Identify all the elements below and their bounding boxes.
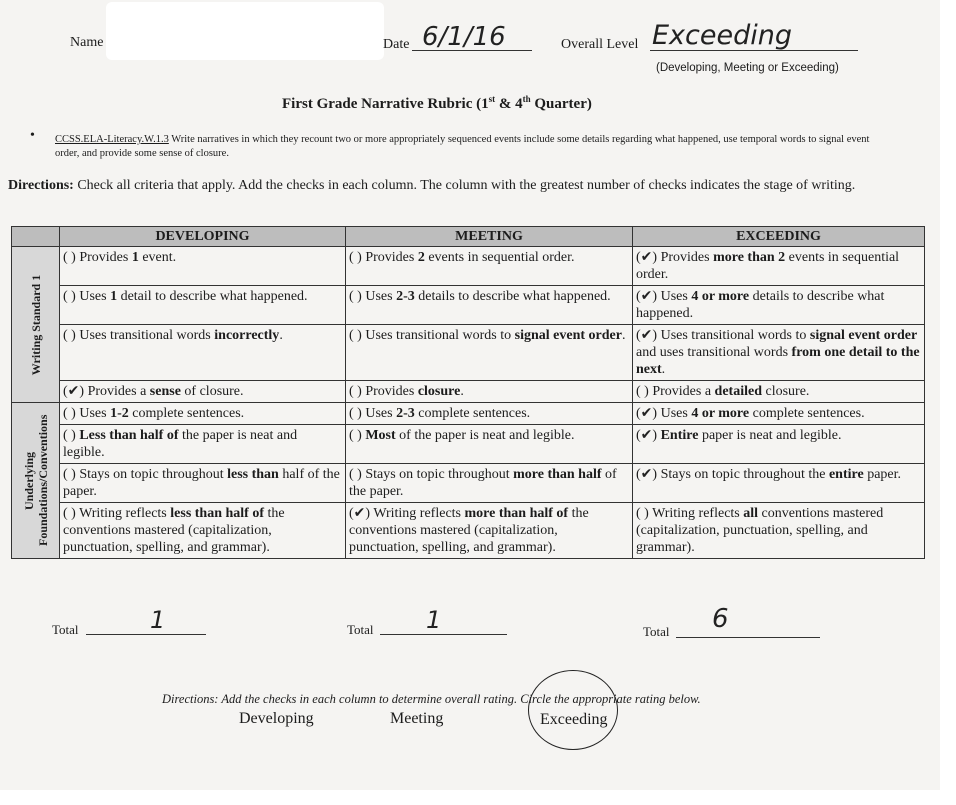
criterion-emphasis: less than: [227, 467, 279, 482]
checkbox-bracket: (: [636, 428, 641, 443]
empty-checkbox[interactable]: [63, 288, 76, 305]
criterion-emphasis: more than half of: [464, 506, 569, 521]
criterion-cell-exceeding: [633, 425, 925, 464]
criterion-text: Writing reflects: [75, 506, 171, 521]
criterion-cell-developing: [60, 247, 346, 286]
criterion-text-end: events in sequential order.: [424, 250, 575, 265]
standard-text: [55, 133, 895, 161]
check-mark-icon: ✔: [353, 505, 366, 521]
criterion-text-end: half of the paper.: [63, 467, 340, 499]
criterion-emphasis: detailed: [714, 384, 762, 399]
criterion-cell-exceeding: [633, 286, 925, 325]
checked-checkbox[interactable]: [636, 288, 657, 305]
criterion-text: Provides a: [648, 384, 715, 399]
checkbox-bracket: ( ): [63, 406, 76, 421]
criterion-cell-developing: [60, 403, 346, 425]
header-developing: DEVELOPING: [60, 227, 346, 247]
empty-checkbox[interactable]: [349, 383, 362, 400]
criterion-text-end: .: [621, 328, 626, 343]
criterion-text: Uses transitional words to: [361, 328, 515, 343]
criterion-emphasis: 1-2: [110, 406, 129, 421]
criterion-text: Writing reflects: [370, 506, 465, 521]
empty-checkbox[interactable]: [63, 505, 76, 522]
criterion-text-end: paper.: [863, 467, 902, 482]
criterion-emphasis: signal event order: [809, 328, 918, 343]
rubric-row: [12, 425, 925, 464]
page-title: [282, 94, 592, 113]
criterion-cell-developing: [60, 464, 346, 503]
criterion-emphasis: less than half of: [170, 506, 264, 521]
criterion-cell-meeting: [346, 464, 633, 503]
criterion-emphasis: 1: [110, 289, 118, 304]
criterion-text-end: details to describe what happened.: [414, 289, 611, 304]
criterion-text-end: paper is neat and legible.: [698, 428, 842, 443]
side-label-writing-standard: [12, 247, 60, 403]
side-label-foundations-text: Underlying Foundations/Conventions: [21, 414, 50, 546]
checkbox-bracket: ( ): [63, 506, 76, 521]
date-label: Date: [383, 37, 410, 52]
rating-selection-circle: [528, 670, 618, 750]
criterion-emphasis: 4 or more: [691, 289, 750, 304]
criterion-emphasis: 4 or more: [691, 406, 750, 421]
criterion-text: Stays on topic throughout: [361, 467, 514, 482]
criterion-text-end: complete sentences.: [414, 406, 531, 421]
date-value[interactable]: 6/1/16: [422, 22, 506, 52]
criterion-text: Provides: [361, 250, 418, 265]
checkbox-bracket: ( ): [349, 428, 362, 443]
checkbox-bracket: ( ): [63, 467, 76, 482]
header-meeting: MEETING: [346, 227, 633, 247]
rubric-table: [11, 226, 925, 559]
criterion-text: Provides: [361, 384, 418, 399]
directions-label: Directions:: [8, 178, 74, 193]
empty-checkbox[interactable]: [63, 427, 76, 444]
side-label-foundations: [12, 403, 60, 559]
checkbox-bracket-close: ): [652, 289, 658, 304]
empty-checkbox[interactable]: [349, 327, 362, 344]
empty-checkbox[interactable]: [349, 466, 362, 483]
empty-checkbox[interactable]: [349, 288, 362, 305]
criterion-text: Uses transitional words to: [657, 328, 810, 343]
criterion-text-end: complete sentences.: [749, 406, 865, 421]
check-mark-icon: ✔: [640, 249, 653, 265]
checkbox-bracket: (: [636, 406, 641, 421]
rubric-row: [12, 286, 925, 325]
criterion-text: Provides a: [84, 384, 150, 399]
criterion-text: Uses: [361, 289, 397, 304]
checkbox-bracket: (: [636, 250, 641, 265]
criterion-cell-meeting: [346, 286, 633, 325]
total-label-meeting: Total: [347, 622, 374, 637]
criterion-text: Uses: [361, 406, 397, 421]
total-line-exceeding: [676, 637, 820, 638]
title-end: Quarter): [530, 96, 592, 112]
criterion-text-end: details to describe what happened.: [636, 289, 885, 321]
check-mark-icon: ✔: [640, 405, 653, 421]
criterion-emphasis: 2: [417, 250, 425, 265]
checkbox-bracket: (: [349, 506, 354, 521]
criterion-cell-developing: [60, 425, 346, 464]
criterion-emphasis: 2-3: [396, 406, 415, 421]
checkbox-bracket: ( ): [636, 384, 649, 399]
criterion-cell-developing: [60, 325, 346, 381]
title-mid: & 4: [495, 96, 523, 112]
criterion-cell-meeting: [346, 403, 633, 425]
total-line-meeting: [380, 634, 507, 635]
empty-checkbox[interactable]: [63, 327, 76, 344]
empty-checkbox[interactable]: [349, 405, 362, 422]
rubric-row: [12, 381, 925, 403]
empty-checkbox[interactable]: [63, 405, 76, 422]
checkbox-bracket: ( ): [63, 250, 76, 265]
criterion-cell-exceeding: [633, 381, 925, 403]
criterion-text-end: event.: [138, 250, 177, 265]
checkbox-bracket: ( ): [63, 289, 76, 304]
checked-checkbox[interactable]: [636, 249, 657, 266]
rubric-header-row: [12, 227, 925, 247]
rating-developing[interactable]: Developing: [239, 710, 314, 727]
overall-level-value[interactable]: Exceeding: [652, 20, 792, 51]
empty-checkbox[interactable]: [63, 466, 76, 483]
checkbox-bracket-close: ): [79, 384, 85, 399]
criterion-text: Uses: [657, 406, 692, 421]
overall-level-hint: (Developing, Meeting or Exceeding): [656, 62, 839, 74]
title-main: First Grade Narrative Rubric (1: [282, 96, 489, 112]
criterion-emphasis: Most: [365, 428, 396, 443]
criterion-emphasis: more than half: [513, 467, 602, 482]
criterion-text: Uses: [75, 406, 111, 421]
criterion-cell-exceeding: [633, 325, 925, 381]
checked-checkbox[interactable]: [349, 505, 370, 522]
criterion-text-end: of closure.: [180, 384, 244, 399]
checkbox-bracket-close: ): [652, 250, 658, 265]
criterion-cell-developing: [60, 503, 346, 559]
criterion-cell-developing: [60, 381, 346, 403]
check-mark-icon: ✔: [67, 383, 80, 399]
title-sup1: st: [488, 94, 496, 104]
checkbox-bracket: ( ): [636, 506, 649, 521]
total-value-meeting[interactable]: 1: [426, 606, 442, 634]
footer-directions: Directions: Add the checks in each column to determine overall rating. Circle the appropriate rating below.: [162, 692, 701, 706]
header-exceeding: EXCEEDING: [633, 227, 925, 247]
criterion-text: Provides: [75, 250, 132, 265]
criterion-cell-meeting: [346, 381, 633, 403]
criterion-text-end: .: [460, 384, 464, 399]
checkbox-bracket: (: [636, 289, 641, 304]
checkbox-bracket-close: ): [652, 428, 658, 443]
check-mark-icon: ✔: [640, 288, 653, 304]
total-value-exceeding[interactable]: 6: [712, 604, 729, 634]
checkbox-bracket: ( ): [349, 406, 362, 421]
rating-exceeding[interactable]: Exceeding: [540, 711, 608, 728]
criterion-emphasis: sense: [149, 384, 181, 399]
checkbox-bracket: ( ): [349, 250, 362, 265]
criterion-cell-exceeding: [633, 247, 925, 286]
criterion-cell-meeting: [346, 425, 633, 464]
criterion-cell-meeting: [346, 247, 633, 286]
title-sup2: th: [522, 94, 531, 104]
criterion-emphasis: signal event order: [514, 328, 622, 343]
directions: [8, 176, 908, 195]
check-mark-icon: ✔: [640, 466, 653, 482]
rubric-row: [12, 325, 925, 381]
criterion-text-end: of the paper is neat and legible.: [395, 428, 575, 443]
criterion-text-end: detail to describe what happened.: [117, 289, 308, 304]
criterion-text-end: closure.: [762, 384, 810, 399]
checkbox-bracket: ( ): [349, 467, 362, 482]
criterion-cell-meeting: [346, 503, 633, 559]
rating-meeting[interactable]: Meeting: [390, 710, 444, 727]
checkbox-bracket: ( ): [349, 384, 362, 399]
date-underline: [412, 50, 532, 51]
total-line-developing: [86, 634, 206, 635]
directions-text: Check all criteria that apply. Add the checks in each column. The column with the greatest number of checks indicates the stage of writing.: [73, 178, 856, 193]
side-label-writing-standard-text: Writing Standard 1: [28, 274, 43, 375]
standard-description: Write narratives in which they recount two or more appropriately sequenced events include some details regarding what happened, use temporal words to signal event order, and provide some sense of closure.: [55, 134, 870, 159]
checkbox-bracket: (: [636, 467, 641, 482]
checked-checkbox[interactable]: [63, 383, 84, 400]
header-blank: [12, 227, 60, 247]
checkbox-bracket-close: ): [652, 467, 658, 482]
bullet-dot: •: [30, 128, 35, 143]
criterion-text-end: .: [279, 328, 283, 343]
rubric-row: [12, 503, 925, 559]
checkbox-bracket-close: ): [652, 406, 658, 421]
rubric-row: [12, 247, 925, 286]
criterion-emphasis-2: from one detail to the next: [636, 345, 920, 377]
checked-checkbox[interactable]: [636, 427, 657, 444]
criterion-text: Stays on topic throughout the: [657, 467, 829, 482]
empty-checkbox[interactable]: [349, 427, 362, 444]
criterion-text: Stays on topic throughout: [75, 467, 228, 482]
checked-checkbox[interactable]: [636, 405, 657, 422]
criterion-emphasis: incorrectly: [214, 328, 280, 343]
criterion-text-end: the paper is neat and legible.: [63, 428, 298, 460]
criterion-cell-exceeding: [633, 403, 925, 425]
criterion-text-end-2: .: [661, 362, 666, 377]
empty-checkbox[interactable]: [636, 505, 649, 522]
criterion-text-end: events in sequential order.: [636, 250, 900, 282]
criterion-text-end: of the paper.: [349, 467, 617, 499]
name-redaction: [106, 2, 384, 60]
empty-checkbox[interactable]: [63, 249, 76, 266]
rubric-row: [12, 464, 925, 503]
criterion-text: Provides: [657, 250, 714, 265]
criterion-text-end: the conventions mastered (capitalization, punctuation, spelling, and grammar).: [63, 506, 285, 555]
total-value-developing[interactable]: 1: [150, 606, 166, 634]
criterion-emphasis: 1: [131, 250, 139, 265]
criterion-emphasis: more than 2: [713, 250, 786, 265]
checkbox-bracket: (: [636, 328, 641, 343]
total-label-developing: Total: [52, 622, 79, 637]
standard-code: CCSS.ELA-Literacy.W.1.3: [55, 134, 169, 145]
checkbox-bracket: ( ): [349, 328, 362, 343]
empty-checkbox[interactable]: [349, 249, 362, 266]
overall-level-label: Overall Level: [561, 37, 639, 52]
check-mark-icon: ✔: [640, 327, 653, 343]
check-mark-icon: ✔: [640, 427, 653, 443]
criterion-cell-exceeding: [633, 503, 925, 559]
criterion-text-end: complete sentences.: [128, 406, 245, 421]
checkbox-bracket: ( ): [63, 428, 76, 443]
criterion-text-end: and uses transitional words: [636, 345, 792, 360]
criterion-emphasis: Less than half of: [79, 428, 179, 443]
checkbox-bracket-close: ): [652, 328, 658, 343]
criterion-cell-meeting: [346, 325, 633, 381]
criterion-emphasis: Entire: [660, 428, 699, 443]
criterion-emphasis: all: [743, 506, 759, 521]
criterion-text: Writing reflects: [648, 506, 744, 521]
criterion-text: Uses: [657, 289, 692, 304]
criterion-text-end: conventions mastered (capitalization, punctuation, spelling, and grammar).: [636, 506, 884, 555]
criterion-text: Uses: [75, 289, 111, 304]
checkbox-bracket: (: [63, 384, 68, 399]
checked-checkbox[interactable]: [636, 327, 657, 344]
criterion-emphasis: entire: [828, 467, 864, 482]
checkbox-bracket: ( ): [349, 289, 362, 304]
checkbox-bracket-close: ): [365, 506, 371, 521]
name-label: Name: [70, 35, 104, 50]
criterion-text: Uses transitional words: [75, 328, 215, 343]
checked-checkbox[interactable]: [636, 466, 657, 483]
criterion-cell-developing: [60, 286, 346, 325]
criterion-emphasis: 2-3: [396, 289, 415, 304]
rubric-row: [12, 403, 925, 425]
criterion-text-end: the conventions mastered (capitalization, punctuation, spelling, and grammar).: [349, 506, 589, 555]
checkbox-bracket: ( ): [63, 328, 76, 343]
empty-checkbox[interactable]: [636, 383, 649, 400]
overall-underline: [650, 50, 858, 51]
total-label-exceeding: Total: [643, 624, 670, 639]
criterion-emphasis: closure: [417, 384, 461, 399]
criterion-cell-exceeding: [633, 464, 925, 503]
